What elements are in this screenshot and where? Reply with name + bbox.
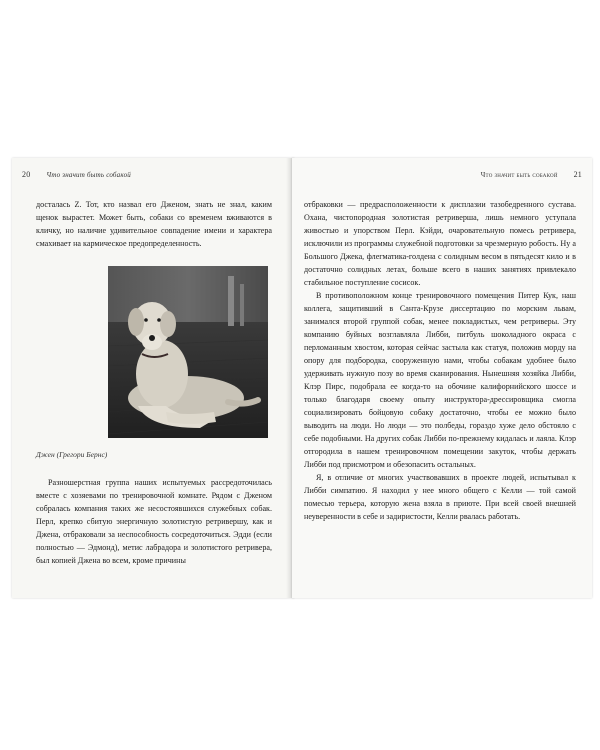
dog-photo [108, 266, 268, 438]
left-running-head [22, 170, 131, 182]
left-page-number: 20 [22, 170, 31, 179]
right-running-title: Что значит быть собакой [480, 171, 558, 179]
right-text [304, 198, 576, 523]
left-top-paragraph: досталась Z. Тот, кто назвал его Дженом, знать не знал, каким щенок вырастет. Может быть, собаки со временем вживаются в кличку, но наличие удивительное совпадение имени и характера смахивает на кармическое предопределенность. [36, 200, 272, 248]
left-running-title: Что значит быть собакой [46, 171, 131, 179]
right-page-number: 21 [573, 170, 582, 179]
right-paragraph-2: В противоположном конце тренировочного помещения Питер Кук, наш коллега, защитивший в Санта-Крузе диссертацию по морским львам, занимался второй группой собак, менее покладистых, чем ретриверы. Эту компанию буйных возглавляла Либби, питбуль шоколадного окраса с перломанным хвостом, которая сейчас застыла как статуя, положив морду на опору для подбородка, сооруженную нами, чтобы собакам удобнее было удерживать нужную позу во время сканирования. Нынешняя хозяйка Либби, Клэр Пирс, подобрала ее когда-то на обочине калифорнийского шоссе и только благодаря своему опыту инструктора-дрессировщика смогла социализировать бойцовую собаку достаточно, чтобы ее можно было выводить на люди. Но люди — это полбеды, гораздо хуже дело обстояло с себе подобными. На других собак Либби по-прежнему кидалась и лаяла. Клэр отгородила в нашем тренировочном помещении закуток, чтобы держать Либби под присмотром и обезопасить остальных. [304, 291, 576, 469]
left-page [12, 158, 294, 598]
photo-caption: Джен (Грегори Бернс) [36, 450, 108, 459]
right-page [292, 158, 592, 598]
dog-photo-image [108, 266, 268, 438]
right-paragraph-3: Я, в отличие от многих участвовавших в проекте людей, испытывал к Либби симпатию. Я находил у нее много общего с Келли — той самой помесью терьера, которую жена взяла в приюте. При всей своей внешней неуверенности в себе и задиристости, Келли рвалась работать. [304, 473, 576, 521]
right-running-head [481, 170, 582, 182]
left-bottom-text [36, 476, 272, 567]
right-paragraph-1: отбраковки — предрасположенности к дисплазии тазобедренного сустава. Охана, чистопородная золотистая ретриверша, лишь немного уступала живостью и упорством Перл. Кэйди, очаровательную помесь ретривера, исключили из программы служебной подготовки за чрезмерную робость. Ну а Большого Джека, флегматика-голдена с солидным весом в пятьдесят кило и в достаточно солидных летах, больше всего в наших занятиях привлекало стабильное поступление сосисок. [304, 200, 576, 287]
left-top-text [36, 198, 272, 250]
left-bottom-paragraph: Разношерстная группа наших испытуемых рассредоточилась вместе с хозяевами по тренировочной комнате. Рядом с Дженом собралась компания таких же несостоявшихся служебных собак. Перл, крепко сбитую энергичную золотистую ретривершу, как и Джена, отбраковали за неспособность сосредоточиться. Эдди (если полностью — Эдмонд), метис лабрадора и золотистого ретривера, был копией Джена во всем, кроме причины [36, 478, 272, 565]
